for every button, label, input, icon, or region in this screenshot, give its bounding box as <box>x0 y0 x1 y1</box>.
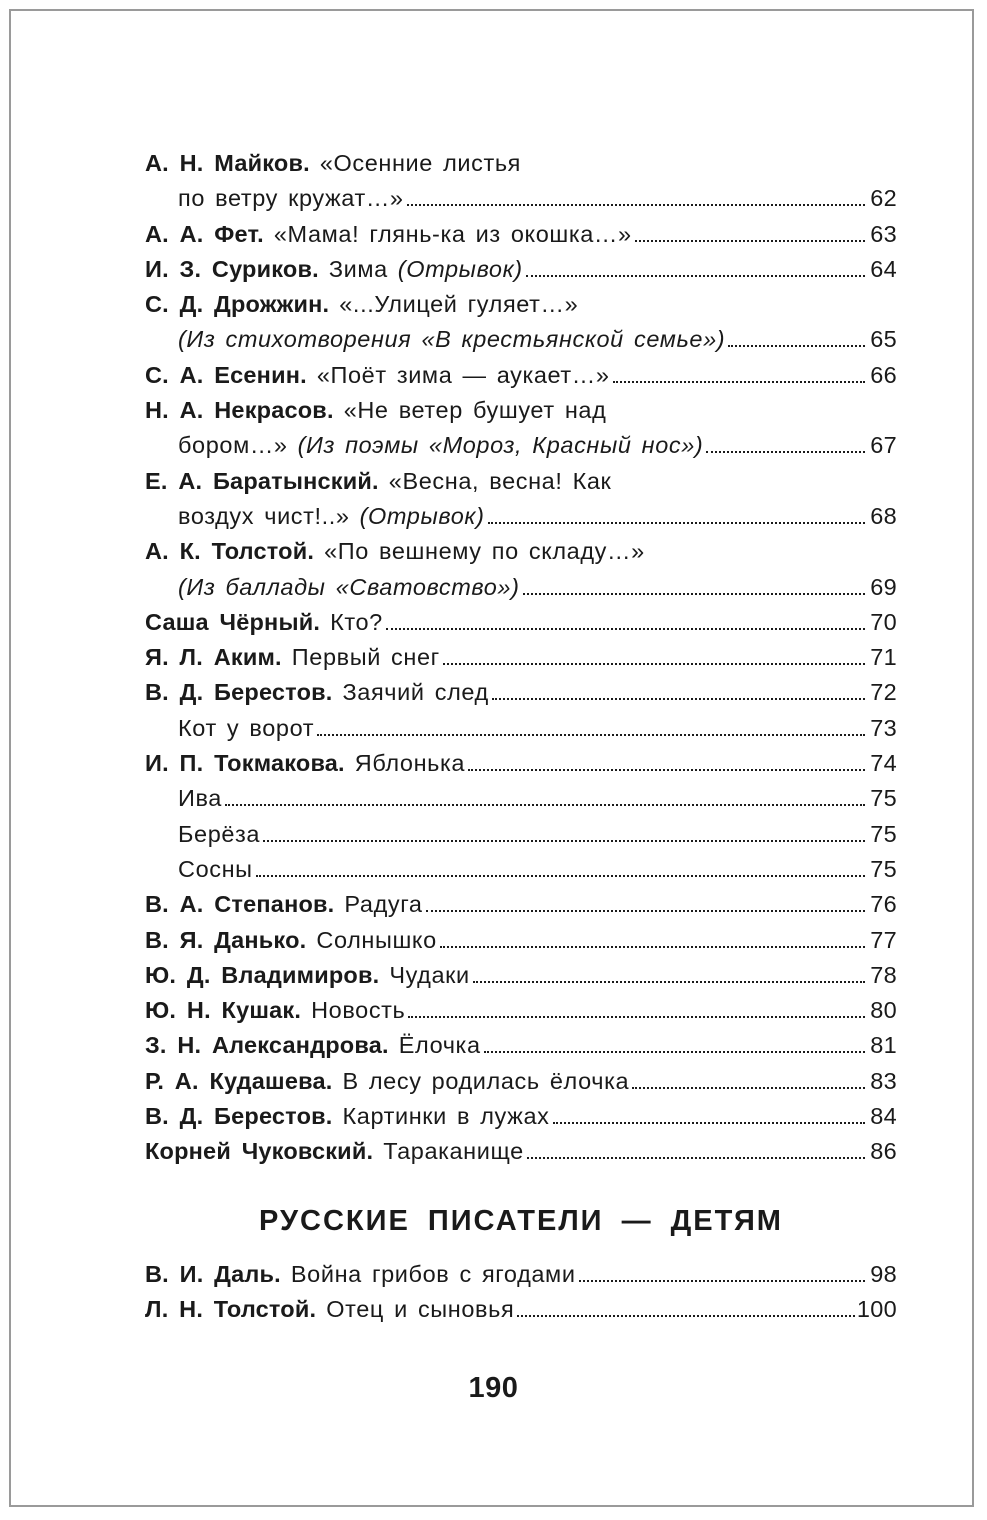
toc-entry <box>145 958 897 993</box>
dot-leader <box>613 377 865 383</box>
dot-leader <box>527 1153 865 1159</box>
dot-leader <box>256 871 865 877</box>
toc-title: Ёлочка <box>398 1032 481 1059</box>
toc-entry <box>145 1099 897 1134</box>
toc-title: Сосны <box>178 855 253 882</box>
toc-author: З. Н. Александрова. <box>145 1032 389 1059</box>
toc-title: «Мама! глянь-ка из окошка…» <box>273 220 632 247</box>
dot-leader <box>488 518 866 524</box>
toc-author: Е. А. Баратынский. <box>145 467 379 494</box>
toc-title: Радуга <box>344 891 423 918</box>
toc-entry <box>145 464 897 499</box>
toc-entry <box>145 852 897 887</box>
toc-author: В. Д. Берестов. <box>145 1103 333 1130</box>
dot-leader <box>407 200 865 206</box>
dot-leader <box>225 800 865 806</box>
toc-entry <box>145 146 897 181</box>
toc-entry <box>145 534 897 569</box>
toc-entry <box>145 1028 897 1063</box>
toc-page-number: 74 <box>870 750 897 777</box>
toc-entry <box>145 252 897 287</box>
dot-leader <box>553 1118 865 1124</box>
toc-title: воздух чист!..» <box>178 502 350 529</box>
dot-leader <box>386 624 865 630</box>
toc-entry <box>145 746 897 781</box>
toc-page-number: 62 <box>870 185 897 212</box>
toc-author: Ю. Н. Кушак. <box>145 997 302 1024</box>
table-of-contents-section-2 <box>145 1257 897 1328</box>
toc-title: по ветру кружат…» <box>178 185 404 212</box>
toc-title: Берёза <box>178 820 261 847</box>
toc-author: В. Я. Данько. <box>145 926 307 953</box>
toc-title: Зима <box>328 255 388 282</box>
toc-note: (Из баллады «Сватовство») <box>178 573 520 600</box>
toc-author: Я. Л. Аким. <box>145 644 282 671</box>
toc-entry <box>145 428 897 463</box>
dot-leader <box>523 589 865 595</box>
dot-leader <box>517 1311 855 1317</box>
dot-leader <box>632 1083 865 1089</box>
toc-entry <box>145 887 897 922</box>
toc-page-number: 76 <box>870 891 897 918</box>
toc-entry <box>145 1134 897 1169</box>
toc-page-number: 63 <box>870 220 897 247</box>
dot-leader <box>426 906 865 912</box>
toc-page-number: 69 <box>870 573 897 600</box>
toc-title: «Весна, весна! Как <box>388 467 612 494</box>
toc-title: Война грибов с ягодами <box>290 1261 576 1287</box>
toc-title: Первый снег <box>291 644 440 671</box>
dot-leader <box>492 694 865 700</box>
dot-leader <box>317 730 865 736</box>
toc-author: В. И. Даль. <box>145 1261 281 1287</box>
toc-page-number: 75 <box>870 785 897 812</box>
toc-note: (Из поэмы «Мороз, Красный нос») <box>297 432 704 459</box>
toc-page-number: 100 <box>856 1296 897 1323</box>
toc-author: И. П. Токмакова. <box>145 750 345 777</box>
dot-leader <box>526 271 865 277</box>
toc-entry <box>145 923 897 958</box>
dot-leader <box>440 942 865 948</box>
toc-entry <box>145 1292 897 1327</box>
toc-title: Картинки в лужах <box>342 1103 550 1130</box>
toc-title: бором…» <box>178 432 288 459</box>
toc-page-number: 78 <box>870 961 897 988</box>
toc-author: С. А. Есенин. <box>145 361 307 388</box>
toc-page-number: 83 <box>870 1067 897 1094</box>
toc-page-number: 68 <box>870 502 897 529</box>
toc-entry <box>145 817 897 852</box>
toc-author: В. Д. Берестов. <box>145 679 333 706</box>
toc-author: А. К. Толстой. <box>145 538 315 565</box>
toc-page-number: 66 <box>870 361 897 388</box>
toc-entry <box>145 675 897 710</box>
dot-leader <box>468 765 865 771</box>
toc-title: Кот у ворот <box>178 714 315 741</box>
toc-author: Л. Н. Толстой. <box>145 1296 317 1323</box>
toc-title: Солнышко <box>316 926 437 953</box>
toc-entry <box>145 358 897 393</box>
toc-page-number: 75 <box>870 820 897 847</box>
toc-title: «Не ветер бушует над <box>343 397 607 424</box>
toc-entry <box>145 781 897 816</box>
toc-entry <box>145 605 897 640</box>
toc-page-number: 73 <box>870 714 897 741</box>
toc-title: «По вешнему по складу…» <box>324 538 645 565</box>
toc-page-number: 80 <box>870 997 897 1024</box>
toc-entry <box>145 499 897 534</box>
toc-entry <box>145 993 897 1028</box>
toc-note: (Отрывок) <box>359 502 485 529</box>
toc-page-number: 98 <box>870 1261 897 1287</box>
toc-entry <box>145 640 897 675</box>
toc-title: Кто? <box>330 608 383 635</box>
dot-leader <box>635 236 865 242</box>
toc-title: Тараканище <box>383 1138 524 1165</box>
toc-author: А. Н. Майков. <box>145 150 310 176</box>
toc-entry <box>145 287 897 322</box>
table-of-contents <box>145 146 897 1170</box>
dot-leader <box>263 836 865 842</box>
toc-page-number: 75 <box>870 855 897 882</box>
toc-entry <box>145 181 897 216</box>
dot-leader <box>706 447 865 453</box>
toc-entry <box>145 1257 897 1292</box>
toc-author: В. А. Степанов. <box>145 891 335 918</box>
dot-leader <box>579 1276 865 1282</box>
toc-page-number: 84 <box>870 1103 897 1130</box>
toc-page-number: 64 <box>870 255 897 282</box>
toc-author: Корней Чуковский. <box>145 1138 374 1165</box>
toc-note: (Из стихотворения «В крестьянской семье») <box>178 326 726 353</box>
toc-author: С. Д. Дрожжин. <box>145 291 330 318</box>
toc-title: Заячий след <box>342 679 489 706</box>
toc-page-number: 81 <box>870 1032 897 1059</box>
toc-page-number: 72 <box>870 679 897 706</box>
toc-author: Р. А. Кудашева. <box>145 1067 333 1094</box>
toc-entry <box>145 217 897 252</box>
toc-author: Саша Чёрный. <box>145 608 321 635</box>
toc-author: А. А. Фет. <box>145 220 264 247</box>
toc-note: (Отрывок) <box>397 255 523 282</box>
toc-author: Н. А. Некрасов. <box>145 397 334 424</box>
toc-page-number: 86 <box>870 1138 897 1165</box>
toc-title: В лесу родилась ёлочка <box>342 1067 630 1094</box>
toc-entry <box>145 322 897 357</box>
toc-title: Ива <box>178 785 222 812</box>
toc-entry <box>145 570 897 605</box>
toc-entry <box>145 711 897 746</box>
toc-page-number: 71 <box>870 644 897 671</box>
toc-title: Новость <box>311 997 406 1024</box>
toc-page-number: 67 <box>870 432 897 459</box>
dot-leader <box>473 977 865 983</box>
toc-title: «Осенние листья <box>319 150 521 176</box>
toc-title: «Поёт зима — аукает…» <box>316 361 610 388</box>
toc-page-number: 65 <box>870 326 897 353</box>
toc-title: Отец и сыновья <box>326 1296 515 1323</box>
toc-author: Ю. Д. Владимиров. <box>145 961 380 988</box>
toc-title: «...Улицей гуляет…» <box>339 291 579 318</box>
page-number: 190 <box>468 1372 519 1404</box>
section-heading: РУССКИЕ ПИСАТЕЛИ — ДЕТЯМ <box>259 1205 783 1237</box>
toc-entry <box>145 1064 897 1099</box>
dot-leader <box>728 341 865 347</box>
toc-author: И. З. Суриков. <box>145 255 319 282</box>
toc-page-number: 77 <box>870 926 897 953</box>
toc-entry <box>145 393 897 428</box>
dot-leader <box>443 659 865 665</box>
toc-title: Чудаки <box>389 961 470 988</box>
toc-title: Яблонька <box>354 750 466 777</box>
dot-leader <box>408 1012 865 1018</box>
dot-leader <box>484 1047 865 1053</box>
toc-page-number: 70 <box>870 608 897 635</box>
